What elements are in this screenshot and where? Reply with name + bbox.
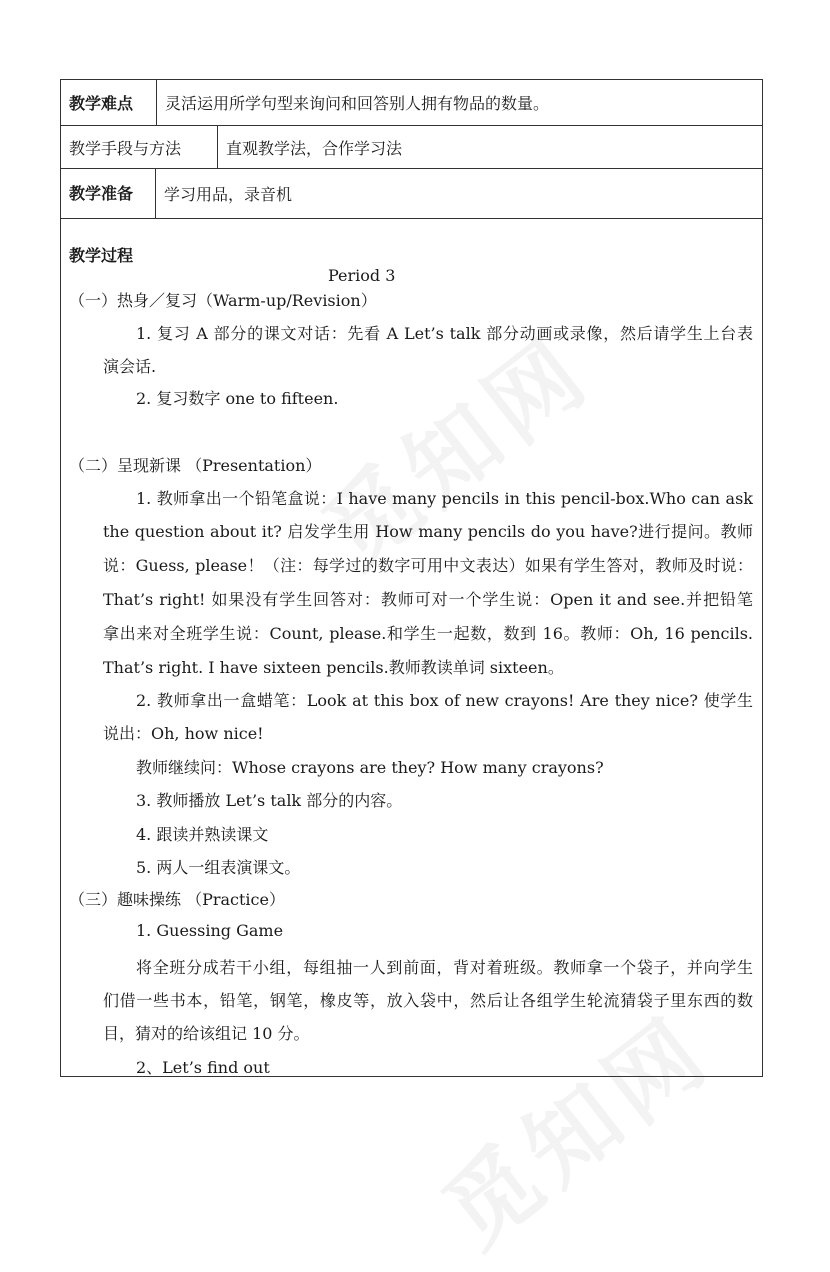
paragraph-line: 教师继续问：Whose crayons are they? How many crayons? [136, 758, 604, 777]
paragraph-line: That’s right! 如果没有学生回答对：教师可对一个学生说：Open it and see.并把铅笔 [103, 590, 753, 609]
paragraph-line: 1. 教师拿出一个铅笔盒说：I have many pencils in this pencil-box.Who can ask [136, 489, 753, 508]
paragraph-line: 拿出来对全班学生说：Count, please.和学生一起数，数到 16。教师：Oh, 16 pencils. [103, 624, 753, 643]
row-preparation [61, 169, 762, 219]
lesson-plan-table [60, 79, 763, 1077]
row-methods [61, 126, 762, 169]
paragraph-line: 说：Guess, please！（注：每学过的数字可用中文表达）如果有学生答对，教师及时说： [103, 556, 753, 575]
label-difficulty: 教学难点 [61, 80, 157, 125]
paragraph-line: 1. 复习 A 部分的课文对话：先看 A Let’s talk 部分动画或录像，然后请学生上台表 [136, 324, 753, 343]
label-methods: 教学手段与方法 [61, 126, 218, 168]
paragraph-line: 演会话. [103, 357, 157, 376]
process-heading: 教学过程 [69, 246, 134, 265]
period-title: Period 3 [328, 266, 396, 285]
value-difficulty: 灵活运用所学句型来询问和回答别人拥有物品的数量。 [165, 94, 550, 113]
paragraph-line: the question about it? 启发学生用 How many pencils do you have?进行提问。教师 [103, 522, 753, 541]
paragraph-line: 2. 教师拿出一盒蜡笔：Look at this box of new crayons! Are they nice? 使学生 [136, 691, 753, 710]
paragraph-line: 3. 教师播放 Let’s talk 部分的内容。 [136, 791, 403, 810]
paragraph-line: 4. 跟读并熟读课文 [136, 825, 269, 844]
paragraph-line: 2、Let’s find out [136, 1058, 270, 1077]
section-warmup: （一）热身／复习（Warm-up/Revision） [69, 291, 377, 310]
value-preparation: 学习用品，录音机 [164, 185, 293, 204]
paragraph-line: 们借一些书本，铅笔，钢笔，橡皮等，放入袋中，然后让各组学生轮流猜袋子里东西的数 [103, 991, 753, 1010]
row-difficulty [61, 80, 762, 126]
paragraph-line: 目，猜对的给该组记 10 分。 [103, 1024, 310, 1043]
paragraph-line: 5. 两人一组表演课文。 [136, 858, 301, 877]
paragraph-line: That’s right. I have sixteen pencils.教师教读单词 sixteen。 [103, 658, 564, 677]
paragraph-line: 1. Guessing Game [136, 921, 284, 940]
paragraph-line: 2. 复习数字 one to fifteen. [136, 389, 339, 408]
section-practice: （三）趣味操练 （Practice） [69, 890, 285, 909]
value-methods: 直观教学法，合作学习法 [226, 138, 403, 158]
label-preparation: 教学准备 [61, 169, 156, 218]
paragraph-line: 说出：Oh, how nice! [103, 724, 264, 743]
section-presentation: （二）呈现新课 （Presentation） [69, 456, 322, 475]
paragraph-line: 将全班分成若干小组，每组抽一人到前面，背对着班级。教师拿一个袋子，并向学生 [136, 958, 753, 977]
